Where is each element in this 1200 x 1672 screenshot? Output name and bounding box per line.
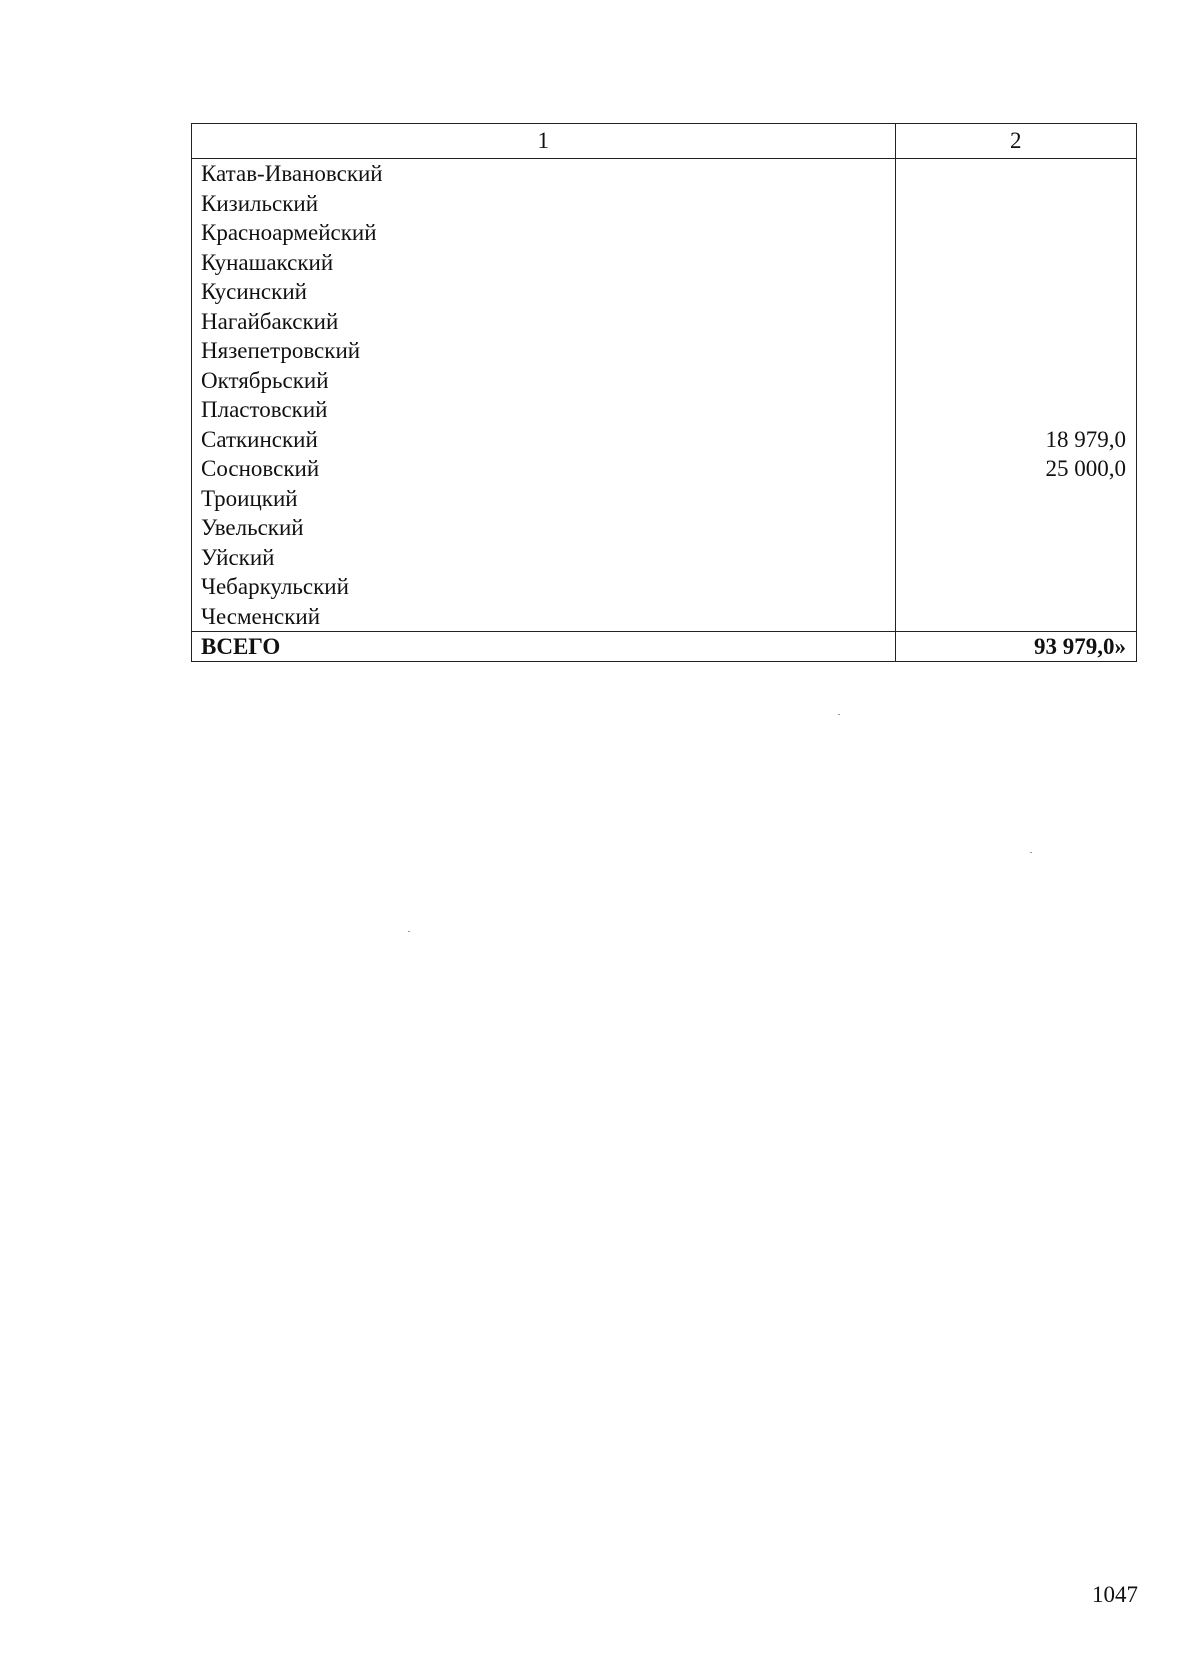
district-name: Катав-Ивановский (201, 161, 383, 186)
district-value (896, 513, 1136, 543)
scan-speck (838, 714, 840, 715)
district-names-cell (192, 159, 896, 632)
district-name: Увельский (201, 515, 304, 540)
district-values-cell (895, 159, 1136, 632)
district-name: Красноармейский (201, 220, 377, 245)
district-name: Троицкий (201, 485, 298, 511)
scan-speck (408, 931, 410, 932)
district-name: Чебаркульский (201, 574, 349, 599)
column-header-1: 1 (192, 124, 896, 159)
districts-table (191, 123, 1137, 662)
district-value (896, 218, 1136, 248)
district-name: Уйский (201, 544, 275, 570)
district-value (896, 159, 1136, 189)
district-name: Нязепетровский (201, 338, 361, 363)
district-value (896, 543, 1136, 573)
district-value (896, 572, 1136, 602)
district-name: Кусинский (201, 279, 307, 304)
district-value (896, 189, 1136, 219)
district-value (896, 395, 1136, 425)
total-label: ВСЕГО (192, 632, 896, 662)
district-value (896, 307, 1136, 337)
column-header-2: 2 (895, 124, 1136, 159)
district-name: Кизильский (201, 190, 319, 216)
district-name: Пластовский (201, 397, 328, 422)
table-total-row (192, 632, 1137, 662)
district-value (896, 484, 1136, 514)
district-name: Сосновский (201, 456, 320, 481)
district-name: Октябрьский (201, 367, 329, 393)
page-number: 1047 (1092, 1582, 1138, 1607)
district-value (896, 602, 1136, 632)
district-name: Нагайбакский (201, 308, 339, 334)
table-body-row (192, 159, 1137, 632)
district-value (896, 336, 1136, 366)
district-value: 18 979,0 (1045, 426, 1126, 452)
district-name: Кунашакский (201, 249, 334, 275)
district-value: 25 000,0 (1045, 456, 1126, 481)
district-value (896, 366, 1136, 396)
scan-speck (1030, 852, 1032, 853)
district-value (896, 248, 1136, 278)
total-value: 93 979,0» (895, 632, 1136, 662)
district-name: Саткинский (201, 426, 318, 452)
table-header-row (192, 124, 1137, 159)
district-name: Чесменский (201, 603, 321, 629)
district-value (896, 277, 1136, 307)
